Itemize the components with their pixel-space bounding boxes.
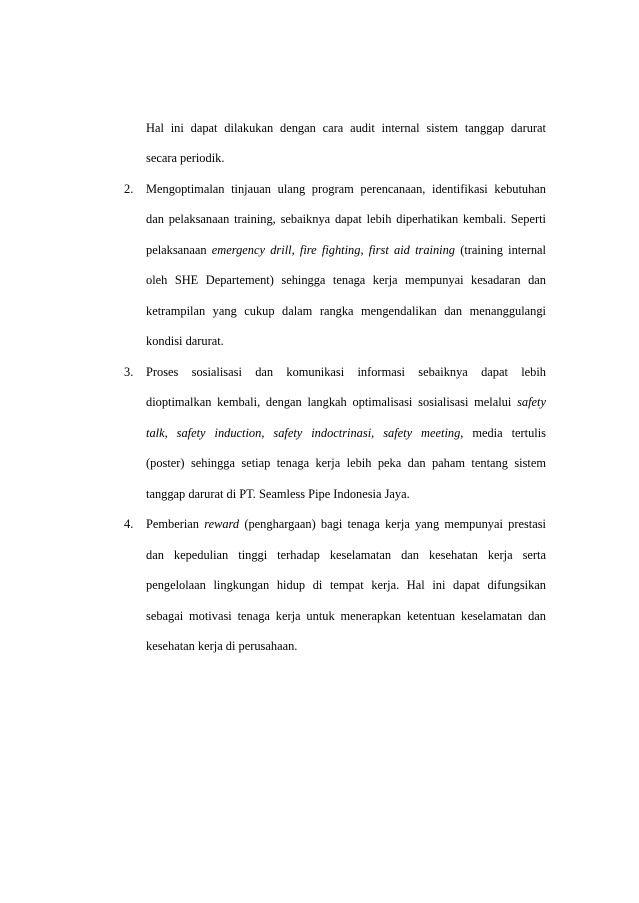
list-item-number: 4.	[124, 517, 134, 531]
list-item-line: kondisi darurat.	[146, 334, 224, 348]
italic-term: emergency drill, fire fighting, first aid training	[211, 243, 455, 257]
paragraph-line: Hal ini dapat dilakukan dengan cara audit internal sistem tanggap darurat	[146, 121, 546, 135]
list-item-line: pelaksanaan emergency drill, fire fighting, first aid training (training internal	[146, 243, 546, 257]
list-item-line: Mengoptimalan tinjauan ulang program perencanaan, identifikasi kebutuhan	[146, 182, 546, 196]
list-item-number: 2.	[124, 182, 134, 196]
list-item-line: tanggap darurat di PT. Seamless Pipe Indonesia Jaya.	[146, 487, 410, 501]
italic-term: safety	[517, 395, 546, 409]
italic-term: reward	[204, 517, 240, 531]
list-item-line: talk, safety induction, safety indoctrinasi, safety meeting, media tertulis	[146, 426, 546, 440]
list-item-number: 3.	[124, 365, 134, 379]
list-item-line: dan kepedulian tinggi terhadap keselamatan dan kesehatan kerja serta	[146, 548, 546, 562]
list-item-line: dan pelaksanaan training, sebaiknya dapat lebih diperhatikan kembali. Seperti	[146, 212, 546, 226]
list-item-line: Proses sosialisasi dan komunikasi informasi sebaiknya dapat lebih	[146, 365, 546, 379]
list-item-line: dioptimalkan kembali, dengan langkah optimalisasi sosialisasi melalui safety	[146, 395, 546, 409]
list-item-line: kesehatan kerja di perusahaan.	[146, 639, 298, 653]
list-item-line: sebagai motivasi tenaga kerja untuk menerapkan ketentuan keselamatan dan	[146, 609, 546, 623]
paragraph-line: secara periodik.	[146, 151, 225, 165]
list-item-line: (poster) sehingga setiap tenaga kerja lebih peka dan paham tentang sistem	[146, 456, 546, 470]
list-item-line: ketrampilan yang cukup dalam rangka mengendalikan dan menanggulangi	[146, 304, 546, 318]
italic-term: safety induction, safety indoctrinasi, safety meeting	[176, 426, 461, 440]
list-item-line: oleh SHE Departement) sehingga tenaga kerja mempunyai kesadaran dan	[146, 273, 546, 287]
list-item-line: Pemberian reward (penghargaan) bagi tenaga kerja yang mempunyai prestasi	[146, 517, 546, 531]
list-item-line: pengelolaan lingkungan hidup di tempat kerja. Hal ini dapat difungsikan	[146, 578, 546, 592]
italic-term: talk	[146, 426, 165, 440]
